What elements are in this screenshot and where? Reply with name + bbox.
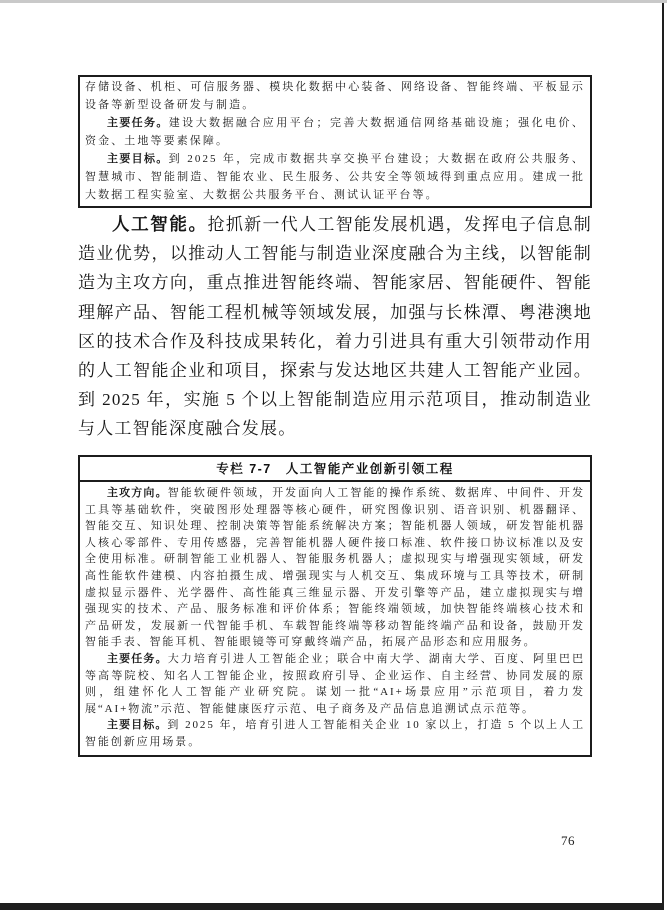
paragraph-lead: 主要任务。 xyxy=(107,117,169,129)
paragraph-lead: 人工智能。 xyxy=(112,214,208,234)
feature-box-paragraph xyxy=(85,485,585,651)
paragraph-text: 建设大数据融合应用平台；完善大数据通信网络基础设施；强化电价、资金、土地等要素保障。 xyxy=(85,117,585,147)
feature-box-title: 专栏 7-7 人工智能产业创新引领工程 xyxy=(80,457,590,482)
scan-bottom-edge xyxy=(0,903,662,910)
paragraph-lead: 主要任务。 xyxy=(107,652,168,665)
paragraph-text: 抢抓新一代人工智能发展机遇，发挥电子信息制造业优势，以推动人工智能与制造业深度融合为主线，以智能制造为主攻方向，重点推进智能终端、智能家居、智能硬件、智能理解产品、智能工程机械等领域发展，加强与长株潭、粤港澳地区的技术合作及科技成果转化，着力引进具有重大引领带动作用的人工智能企业和项目，探索与发达地区共建人工智能产业园。到 2025 年，实施 5 个以上智能制造应用示范项目，推动制造业与人工智能深度融合发展。 xyxy=(78,215,592,439)
paragraph-lead: 主要目标。 xyxy=(107,153,169,165)
paragraph-text: 到 2025 年，培育引进人工智能相关企业 10 家以上，打造 5 个以上人工智能创新应用场景。 xyxy=(85,719,585,748)
paragraph-text: 存储设备、机柜、可信服务器、模块化数据中心装备、网络设备、智能终端、平板显示设备等新型设备研发与制造。 xyxy=(85,81,585,111)
scan-top-edge xyxy=(0,0,667,3)
paragraph-text: 智能软硬件领域，开发面向人工智能的操作系统、数据库、中间件、开发工具等基础软件，突破图形处理器等核心硬件，研究图像识别、语音识别、机器翻译、智能交互、知识处理、控制决策等智能系统解决方案；智能机器人领域，研发智能机器人核心零部件、专用传感器，完善智能机器人硬件接口标准、软件接口协议标准以及安全使用标准。研制智能工业机器人、智能服务机器人；虚拟现实与增强现实领域，研发高性能软件建模、内容拍摄生成、增强现实与人机交互、集成环境与工具等技术，研制虚拟显示器件、光学器件、高性能真三维显示器、开发引擎等产品，建立虚拟现实与增强现实的技术、产品、服务标准和评价体系；智能终端领域，加快智能终端核心技术和产品研发，发展新一代智能手机、车载智能终端等移动智能终端产品和设备，鼓励开发智能手表、智能耳机、智能眼镜等可穿戴终端产品，拓展产品形态和应用服务。 xyxy=(85,487,585,649)
feature-box-7-7 xyxy=(78,455,592,757)
paragraph-lead: 主要目标。 xyxy=(107,719,168,732)
paragraph-lead: 主攻方向。 xyxy=(107,487,168,499)
scan-right-edge xyxy=(662,3,664,910)
bigdata-project-box xyxy=(78,75,592,208)
page-number: 76 xyxy=(561,833,575,848)
paragraph-text: 大力培育引进人工智能企业；联合中南大学、湖南大学、百度、阿里巴巴等高等院校、知名人工智能企业，按照政府引导、企业运作、自主经营、协同发展的原则，组建怀化人工智能产业研究院。谋划一批“AI+场景应用”示范项目，着力发展“AI+物流”示范、智能健康医疗示范、电子商务及产品信息追溯试点示范等。 xyxy=(85,652,585,715)
feature-box-paragraph xyxy=(85,717,585,750)
ai-body-paragraph xyxy=(78,210,592,444)
bigdata-box-paragraph xyxy=(85,78,585,114)
bigdata-box-paragraph xyxy=(85,114,585,150)
feature-box-body xyxy=(80,482,590,755)
paragraph-text: 到 2025 年，完成市数据共享交换平台建设；大数据在政府公共服务、智慧城市、智能制造、智能农业、民生服务、公共安全等领域得到重点应用。建成一批大数据工程实验室、大数据公共服务平台、测试认证平台等。 xyxy=(85,153,586,201)
bigdata-box-paragraph xyxy=(85,150,585,204)
feature-box-paragraph xyxy=(85,651,585,717)
